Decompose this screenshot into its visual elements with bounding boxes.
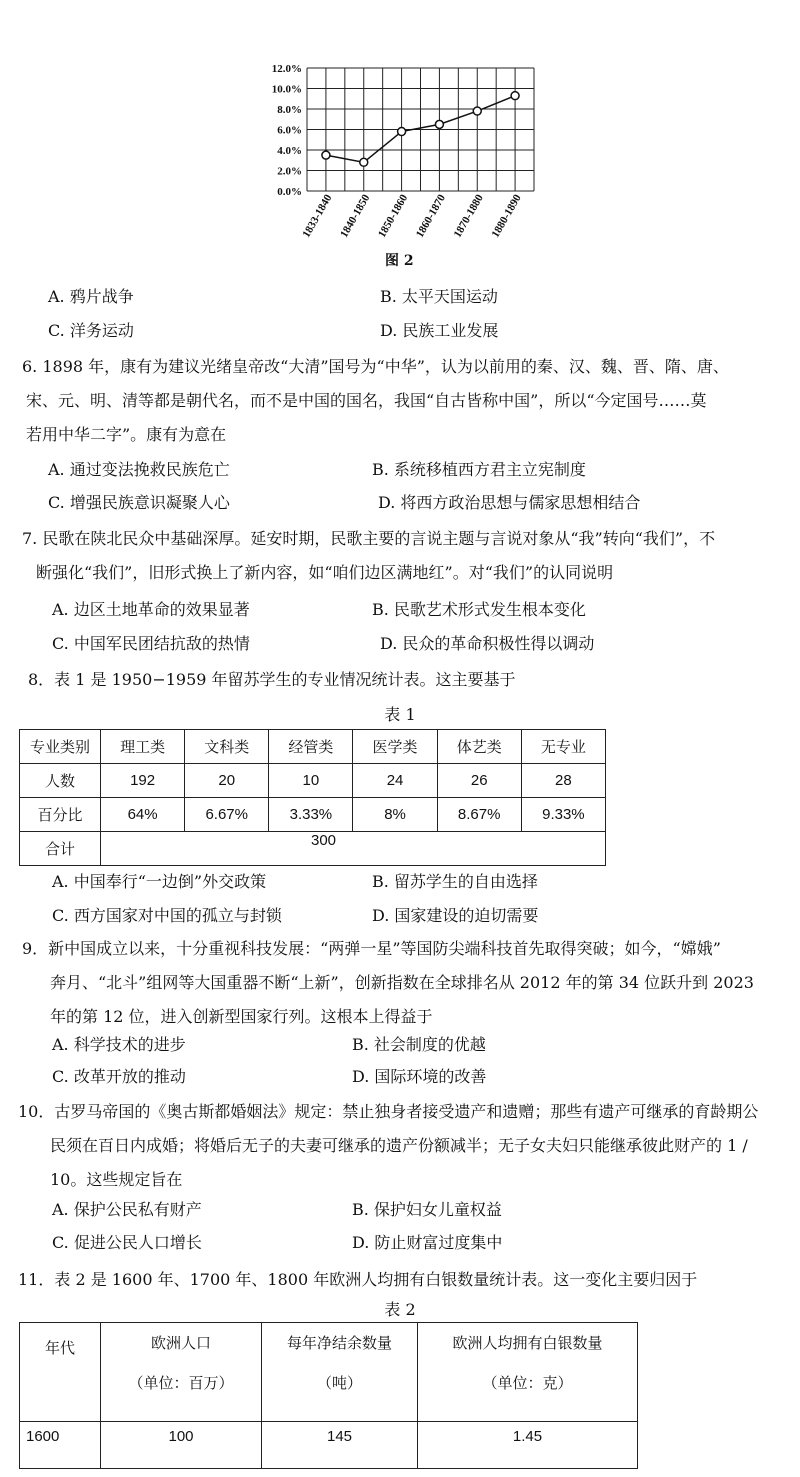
table-row	[20, 1422, 638, 1469]
q10-option-b[interactable]: B. 保护妇女儿童权益	[352, 1200, 502, 1219]
chart-grid	[307, 68, 534, 191]
x-tick-label: 1860-1870	[413, 192, 449, 240]
table-cell: 百分比	[20, 798, 101, 832]
q5-option-b[interactable]: B. 太平天国运动	[380, 287, 498, 306]
q7-option-c[interactable]: C. 中国军民团结抗敌的热情	[52, 634, 250, 653]
data-point	[360, 158, 368, 166]
x-tick-label: 1850-1860	[375, 192, 411, 240]
q6-line: 6. 1898 年，康有为建议光绪皇帝改“大清”国号为“中华”，认为以前用的秦、汉、魏、晋、隋、唐、	[22, 357, 729, 376]
data-point	[473, 107, 481, 115]
table-header-cell	[262, 1323, 418, 1422]
table-header-cell	[101, 1323, 262, 1422]
table-cell: 1.45	[418, 1422, 638, 1469]
header-line: （单位：克）	[482, 1374, 573, 1392]
line-chart	[255, 58, 545, 280]
q7-line: 断强化“我们”，旧形式换上了新内容，如“咱们边区满地红”。对“我们”的认同说明	[36, 563, 614, 582]
table-cell: 20	[185, 764, 269, 798]
q10-stem	[18, 1095, 788, 1197]
q9-line: 奔月、“北斗”组网等大国重器不断“上新”，创新指数在全球排名从 2012 年的第 34 位跃升到 2023	[50, 973, 754, 992]
y-tick-label: 0.0%	[277, 186, 302, 198]
table-header-cell: 文科类	[185, 730, 269, 764]
table-header-cell	[418, 1323, 638, 1422]
q6-option-c[interactable]: C. 增强民族意识凝聚人心	[48, 493, 230, 512]
table-header-cell: 理工类	[101, 730, 185, 764]
table-header-cell: 医学类	[353, 730, 437, 764]
data-point	[398, 128, 406, 136]
q6-stem	[22, 350, 782, 452]
table-1	[19, 729, 606, 866]
q7-option-a[interactable]: A. 边区土地革命的效果显著	[52, 600, 250, 619]
x-tick-label: 1870-1880	[451, 192, 486, 240]
x-tick-label: 1833-1840	[300, 192, 335, 240]
q8-option-d[interactable]: D. 国家建设的迫切需要	[372, 906, 539, 925]
q8-option-b[interactable]: B. 留苏学生的自由选择	[372, 872, 538, 891]
q11-stem: 11．表 2 是 1600 年、1700 年、1800 年欧洲人均拥有白银数量统计表。这一变化主要归因于	[18, 1270, 698, 1289]
q10-option-d[interactable]: D. 防止财富过度集中	[352, 1233, 503, 1252]
table-cell: 26	[437, 764, 521, 798]
q7-option-d[interactable]: D. 民众的革命积极性得以调动	[380, 634, 595, 653]
q9-stem	[22, 932, 782, 1034]
y-tick-label: 12.0%	[271, 63, 302, 75]
table-cell: 8%	[353, 798, 437, 832]
table-cell: 64%	[101, 798, 185, 832]
q6-line: 宋、元、明、清等都是朝代名，而不是中国的国名，我国“自古皆称中国”，所以“今定国号……莫	[26, 391, 707, 410]
table-row	[20, 764, 606, 798]
table-cell: 145	[262, 1422, 418, 1469]
y-tick-label: 8.0%	[277, 104, 302, 116]
q9-option-a[interactable]: A. 科学技术的进步	[52, 1035, 186, 1054]
table-cell: 3.33%	[269, 798, 353, 832]
table-row	[20, 730, 606, 764]
q9-option-d[interactable]: D. 国际环境的改善	[352, 1067, 487, 1086]
table-cell: 8.67%	[437, 798, 521, 832]
x-tick-label: 1840-1850	[338, 192, 373, 240]
y-tick-label: 10.0%	[271, 83, 302, 96]
x-tick-label: 1880-1890	[489, 192, 524, 240]
table-header-cell: 无专业	[521, 730, 605, 764]
table-row	[20, 832, 606, 866]
table-cell: 1600	[20, 1422, 101, 1469]
header-line: （单位：百万）	[128, 1374, 234, 1392]
q9-option-b[interactable]: B. 社会制度的优越	[352, 1035, 486, 1054]
q10-line: 10．古罗马帝国的《奥古斯都婚姻法》规定：禁止独身者接受遗产和遗赠；那些有遗产可继承的育龄期公	[18, 1102, 759, 1121]
table-cell: 6.67%	[185, 798, 269, 832]
q7-line: 7. 民歌在陕北民众中基础深厚。延安时期，民歌主要的言说主题与言说对象从“我”转向“我们”，不	[22, 529, 716, 548]
q6-option-b[interactable]: B. 系统移植西方君主立宪制度	[372, 460, 586, 479]
table-total-label: 合计	[20, 832, 101, 866]
x-tick-labels	[300, 192, 524, 240]
table-header-cell: 经管类	[269, 730, 353, 764]
q10-option-a[interactable]: A. 保护公民私有财产	[52, 1200, 202, 1219]
table-cell: 28	[521, 764, 605, 798]
q5-option-a[interactable]: A. 鸦片战争	[48, 287, 134, 306]
table2-caption: 表 2	[384, 1300, 416, 1319]
q6-line: 若用中华二字”。康有为意在	[26, 425, 227, 444]
q8-option-a[interactable]: A. 中国奉行“一边倒”外交政策	[52, 872, 267, 891]
q5-option-c[interactable]: C. 洋务运动	[48, 321, 134, 340]
q9-line: 年的第 12 位，进入创新型国家行列。这根本上得益于	[50, 1007, 433, 1026]
q10-line: 10。这些规定旨在	[50, 1170, 183, 1189]
table-header-cell: 体艺类	[437, 730, 521, 764]
q8-stem: 8．表 1 是 1950−1959 年留苏学生的专业情况统计表。这主要基于	[28, 670, 516, 689]
header-line: 欧洲人均拥有白银数量	[452, 1334, 603, 1352]
y-tick-label: 4.0%	[277, 145, 302, 157]
table-header-cell: 年代	[20, 1323, 101, 1422]
header-line: 欧洲人口	[150, 1334, 211, 1352]
table-cell: 9.33%	[521, 798, 605, 832]
q7-stem	[22, 522, 782, 590]
table-cell: 人数	[20, 764, 101, 798]
table-2	[19, 1322, 638, 1469]
table-row	[20, 798, 606, 832]
y-tick-label: 6.0%	[277, 124, 302, 137]
figure-caption: 图 2	[385, 253, 414, 269]
q10-option-c[interactable]: C. 促进公民人口增长	[52, 1233, 202, 1252]
table-cell: 24	[353, 764, 437, 798]
data-point	[322, 151, 330, 159]
q6-option-a[interactable]: A. 通过变法挽救民族危亡	[48, 460, 230, 479]
table-cell: 100	[101, 1422, 262, 1469]
q10-line: 民须在百日内成婚；将婚后无子的夫妻可继承的遗产份额减半；无子女夫妇只能继承彼此财产的 1 /	[50, 1136, 748, 1155]
table-total-value: 300	[101, 832, 606, 866]
data-point	[511, 92, 519, 100]
q6-option-d[interactable]: D. 将西方政治思想与儒家思想相结合	[378, 493, 641, 512]
q9-line: 9．新中国成立以来，十分重视科技发展：“两弹一星”等国防尖端科技首先取得突破；如今，“嫦娥”	[22, 939, 721, 958]
header-line: 每年净结余数量	[286, 1334, 392, 1352]
table-row	[20, 1323, 638, 1422]
q8-option-c[interactable]: C. 西方国家对中国的孤立与封锁	[52, 906, 282, 925]
q9-option-c[interactable]: C. 改革开放的推动	[52, 1067, 186, 1086]
y-tick-labels	[272, 63, 302, 198]
q5-option-d[interactable]: D. 民族工业发展	[380, 321, 499, 340]
data-point	[435, 120, 443, 128]
table1-caption: 表 1	[384, 705, 416, 724]
y-tick-label: 2.0%	[277, 165, 302, 178]
q7-option-b[interactable]: B. 民歌艺术形式发生根本变化	[372, 600, 586, 619]
table-header-cell: 专业类别	[20, 730, 101, 764]
header-line: （吨）	[316, 1374, 362, 1392]
table-cell: 192	[101, 764, 185, 798]
table-cell: 10	[269, 764, 353, 798]
